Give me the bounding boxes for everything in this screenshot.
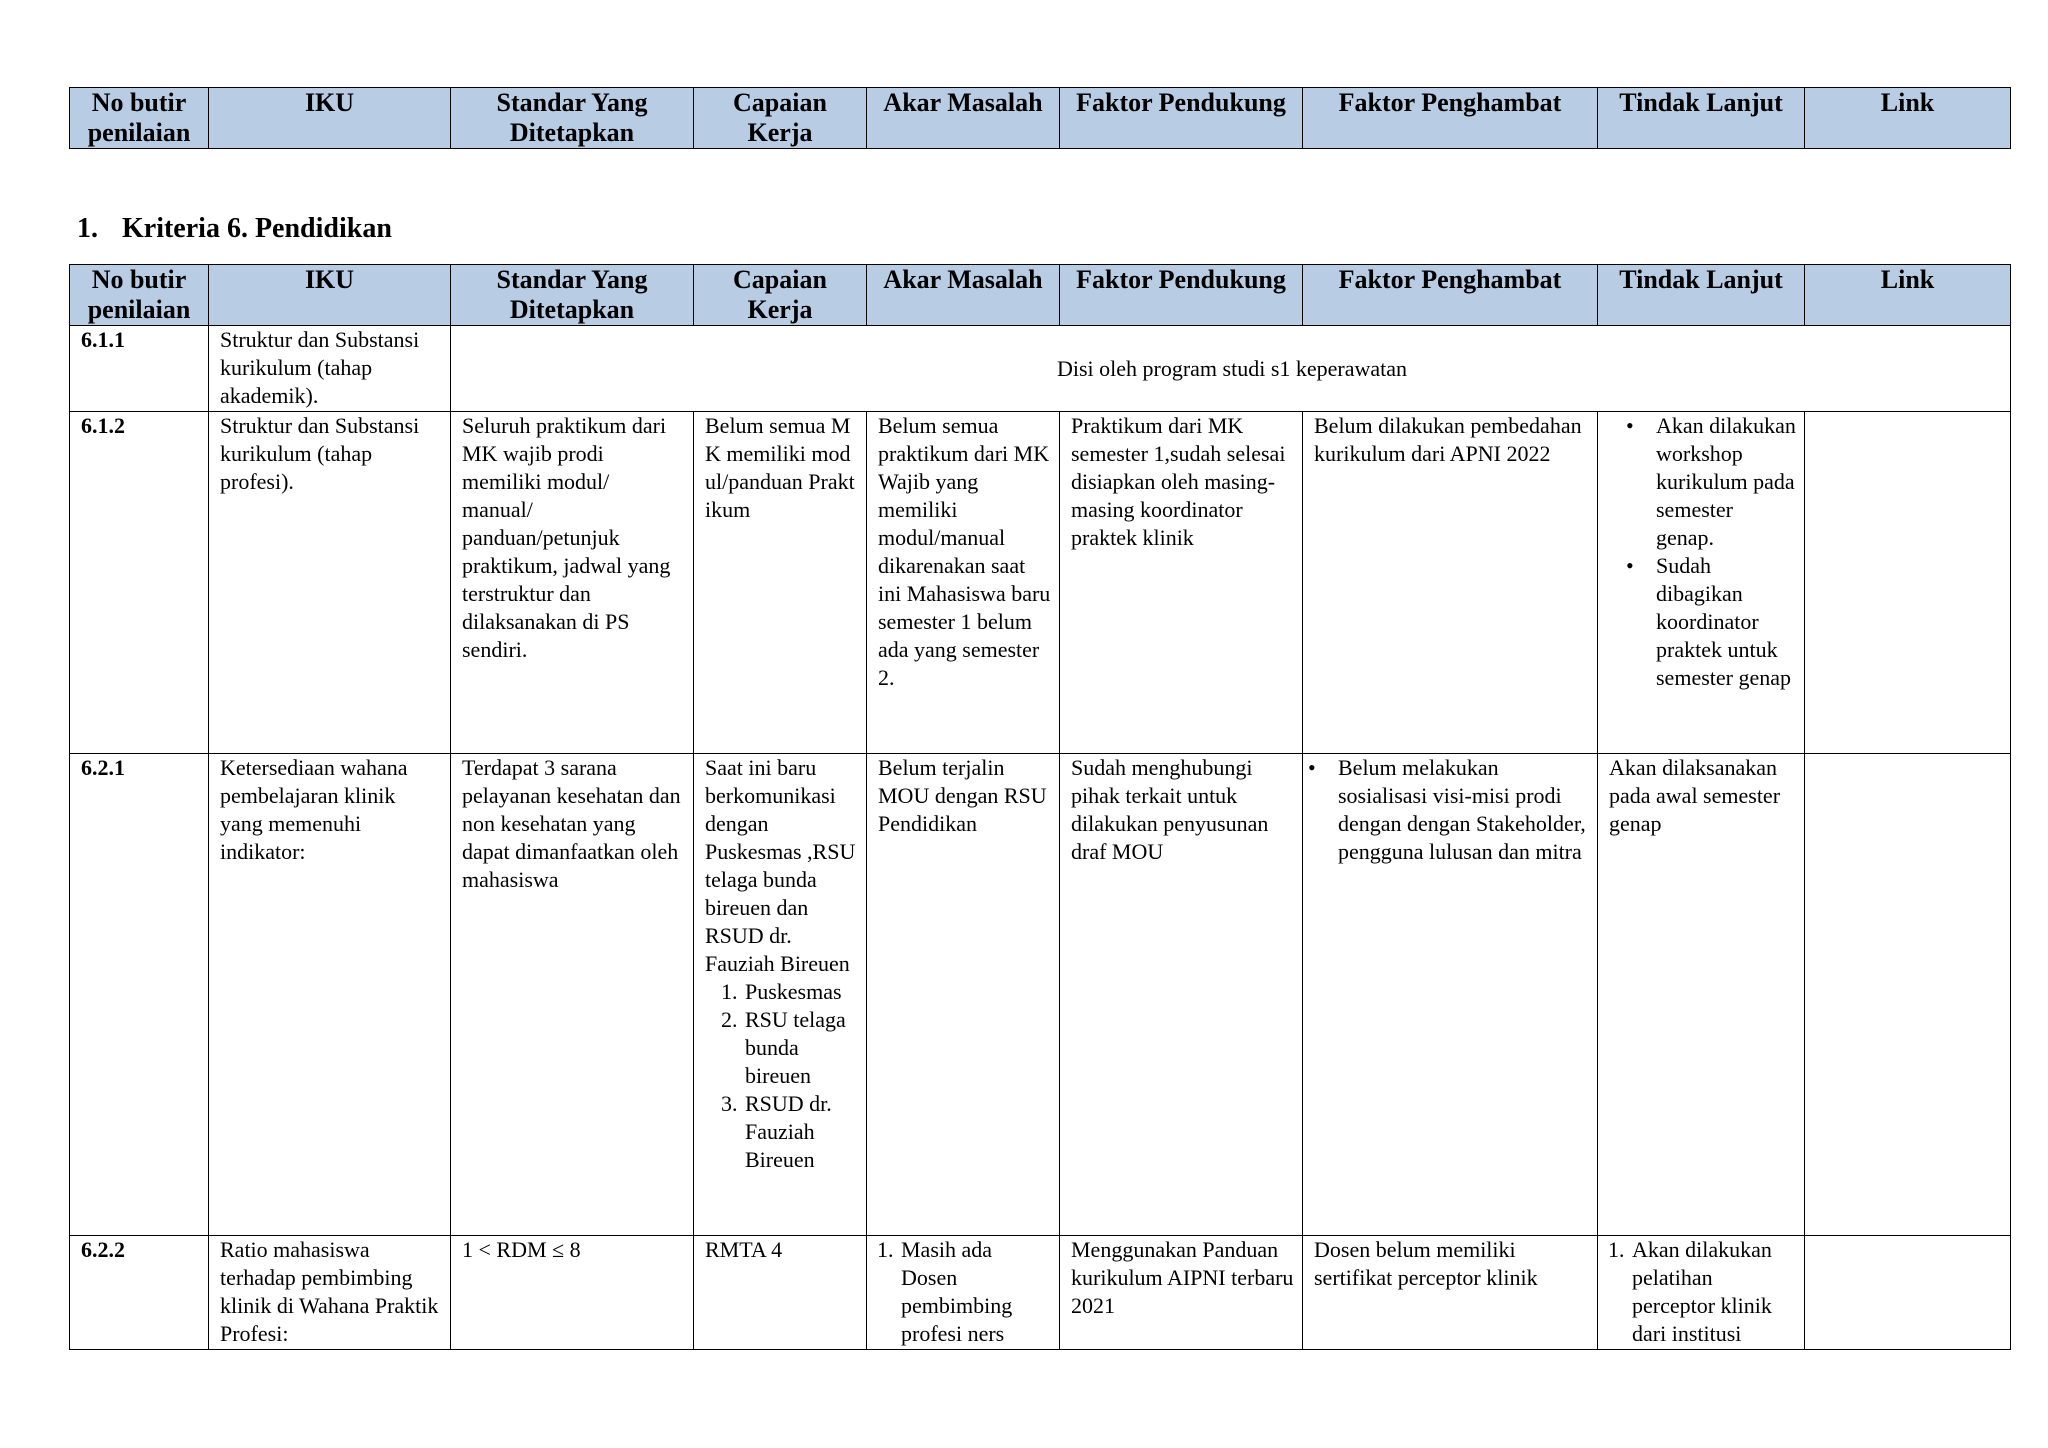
cell-akar: Belum terjalin MOU dengan RSU Pendidikan [867, 754, 1060, 1236]
table-row [70, 412, 2011, 754]
cell-standar: Terdapat 3 sarana pelayanan kesehatan dan non kesehatan yang dapat dimanfaatkan oleh mahasiswa [451, 754, 694, 1236]
col-header-capaian: Capaian Kerja [694, 265, 867, 326]
cell-akar [867, 1236, 1060, 1350]
cell-link [1805, 754, 2011, 1236]
col-header-link: Link [1805, 88, 2011, 149]
cell-tindak [1598, 1236, 1805, 1350]
cell-iku: Ratio mahasiswa terhadap pembimbing klinik di Wahana Praktik Profesi: [209, 1236, 451, 1350]
cell-tindak: Akan dilaksanakan pada awal semester genap [1598, 754, 1805, 1236]
cell-penghambat [1303, 754, 1598, 1236]
col-header-iku: IKU [209, 265, 451, 326]
cell-capaian: Belum semua MK memiliki modul/panduan Praktikum [694, 412, 867, 754]
col-header-tindak: Tindak Lanjut [1598, 88, 1805, 149]
col-header-penghambat: Faktor Penghambat [1303, 88, 1598, 149]
capaian-text: Saat ini baru berkomunikasi dengan Puskesmas ,RSU telaga bunda bireuen dan RSUD dr. Fauziah Bireuen [705, 755, 856, 976]
cell-merged-note: Disi oleh program studi s1 keperawatan [451, 326, 2011, 412]
list-item: • Akan dilakukan workshop kurikulum pada semester genap. [1644, 412, 1796, 552]
table-row [70, 754, 2011, 1236]
cell-standar: Seluruh praktikum dari MK wajib prodi memiliki modul/ manual/ panduan/petunjuk praktikum, jadwal yang terstruktur dan dilaksanakan di PS sendiri. [451, 412, 694, 754]
cell-iku: Ketersediaan wahana pembelajaran klinik yang memenuhi indikator: [209, 754, 451, 1236]
col-header-standar: Standar Yang Ditetapkan [451, 265, 694, 326]
cell-link [1805, 412, 2011, 754]
cell-iku: Struktur dan Substansi kurikulum (tahap akademik). [209, 326, 451, 412]
list-item: 1. Masih ada Dosen pembimbing profesi ners [899, 1236, 1051, 1348]
col-header-link: Link [1805, 265, 2011, 326]
col-header-capaian: Capaian Kerja [694, 88, 867, 149]
col-header-iku: IKU [209, 88, 451, 149]
header-table [69, 87, 2011, 149]
list-item: 1. Akan dilakukan pelatihan perceptor klinik dari institusi [1630, 1236, 1796, 1348]
section-number: 1. [77, 213, 98, 244]
col-header-pendukung: Faktor Pendukung [1060, 265, 1303, 326]
akar-list [873, 1236, 1051, 1348]
col-header-tindak: Tindak Lanjut [1598, 265, 1805, 326]
header-row [70, 88, 2011, 149]
col-header-no: No butir penilaian [70, 88, 209, 149]
section-title: Kriteria 6. Pendidikan [122, 213, 392, 244]
col-header-penghambat: Faktor Penghambat [1303, 265, 1598, 326]
list-item: 2. RSU telaga bunda bireuen [743, 1006, 858, 1090]
section-heading [77, 212, 392, 246]
cell-capaian [694, 754, 867, 1236]
cell-tindak [1598, 412, 1805, 754]
list-item: 1. Puskesmas [743, 978, 858, 1006]
col-header-standar: Standar Yang Ditetapkan [451, 88, 694, 149]
penghambat-list [1314, 754, 1589, 866]
table-row [70, 326, 2011, 412]
cell-standar: 1 < RDM ≤ 8 [451, 1236, 694, 1350]
cell-no: 6.2.2 [70, 1236, 209, 1350]
cell-no: 6.1.2 [70, 412, 209, 754]
cell-capaian: RMTA 4 [694, 1236, 867, 1350]
col-header-akar: Akar Masalah [867, 265, 1060, 326]
cell-penghambat: Belum dilakukan pembedahan kurikulum dari APNI 2022 [1303, 412, 1598, 754]
cell-pendukung: Sudah menghubungi pihak terkait untuk dilakukan penyusunan draf MOU [1060, 754, 1303, 1236]
table-row [70, 1236, 2011, 1350]
col-header-akar: Akar Masalah [867, 88, 1060, 149]
tindak-list [1604, 412, 1796, 692]
list-item: 3. RSUD dr. Fauziah Bireuen [743, 1090, 858, 1174]
list-item: • Belum melakukan sosialisasi visi-misi prodi dengan dengan Stakeholder, pengguna lulusan dan mitra [1326, 754, 1589, 866]
cell-akar: Belum semua praktikum dari MK Wajib yang memiliki modul/manual dikarenakan saat ini Mahasiswa baru semester 1 belum ada yang semester 2. [867, 412, 1060, 754]
cell-no: 6.1.1 [70, 326, 209, 412]
capaian-list [705, 978, 858, 1174]
col-header-no: No butir penilaian [70, 265, 209, 326]
criteria-table [69, 264, 2011, 1350]
cell-link [1805, 1236, 2011, 1350]
tindak-list [1604, 1236, 1796, 1348]
list-item: • Sudah dibagikan koordinator praktek untuk semester genap [1644, 552, 1796, 692]
cell-penghambat: Dosen belum memiliki sertifikat perceptor klinik [1303, 1236, 1598, 1350]
cell-pendukung: Menggunakan Panduan kurikulum AIPNI terbaru 2021 [1060, 1236, 1303, 1350]
cell-no: 6.2.1 [70, 754, 209, 1236]
cell-pendukung: Praktikum dari MK semester 1,sudah selesai disiapkan oleh masing-masing koordinator praktek klinik [1060, 412, 1303, 754]
col-header-pendukung: Faktor Pendukung [1060, 88, 1303, 149]
header-row [70, 265, 2011, 326]
cell-iku: Struktur dan Substansi kurikulum (tahap profesi). [209, 412, 451, 754]
